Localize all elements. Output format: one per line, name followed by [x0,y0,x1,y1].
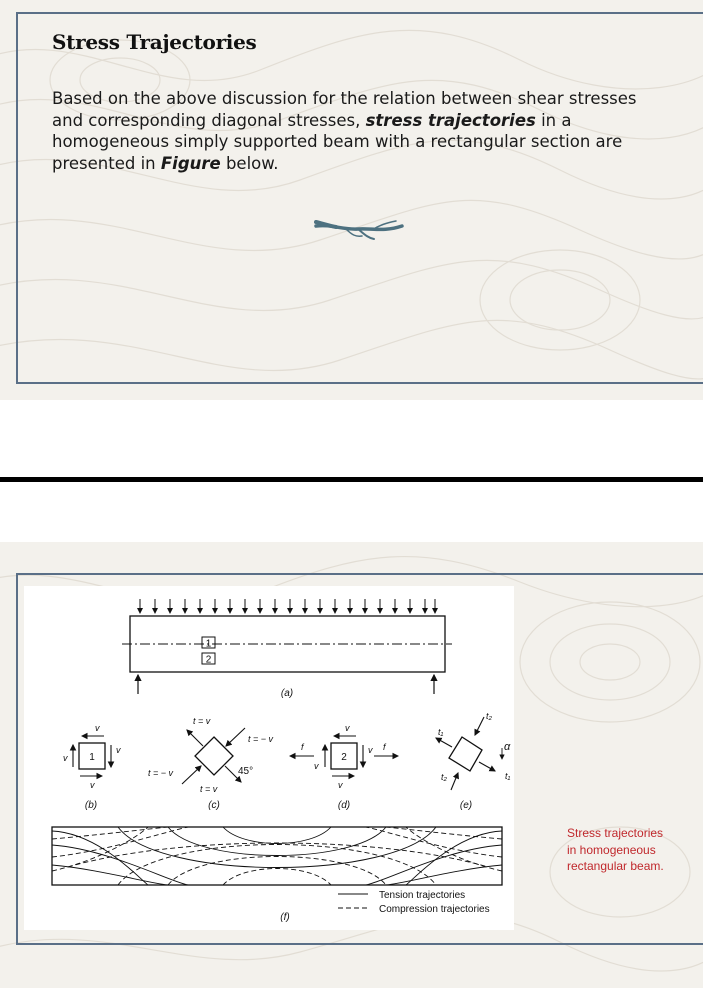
slide-1 [0,0,703,400]
principal-label-e-t2-bottom: t₂ [441,772,447,782]
stress-label-c-top: t = v [193,716,211,726]
label-c: (c) [208,800,220,811]
normal-label-d-left: f [301,742,304,752]
angle-label-e: α [504,741,511,753]
paragraph-text: below. [220,153,279,173]
stress-label-c-right: t = − v [248,734,274,744]
normal-label-d-right: f [383,742,386,752]
element-2-label: 2 [205,654,212,666]
shear-label-d-right: v [368,745,373,755]
label-a: (a) [280,688,294,699]
label-e: (e) [459,800,473,811]
legend-tension: Tension trajectories [379,890,466,901]
body-paragraph [52,88,672,174]
stress-trajectories-figure [38,595,528,930]
stress-label-c-bottom: t = v [200,784,218,794]
shear-label-b-bottom: v [90,780,95,790]
stress-label-c-left: t = − v [148,768,174,778]
label-f: (f) [280,912,290,923]
paragraph-text: Based on the above discussion for the relation between shear stresses and corresponding diagonal stresses, [52,89,637,130]
slide-title: Stress Trajectories [52,30,257,54]
label-b: (b) [84,800,98,811]
distributed-load-arrows [140,599,435,613]
legend-compression: Compression trajectories [379,904,490,915]
element-1-label: 1 [205,638,212,650]
figure-caption: Stress trajectories in homogeneous rectangular beam. [567,826,664,873]
content-frame [16,12,703,384]
shear-label-d-top: v [345,723,350,733]
principal-label-e-t2-top: t₂ [486,711,492,721]
tension-trajectories [52,827,502,885]
paragraph-text: in a homogeneous simply supported beam with a rectangular section are presented in [52,110,623,173]
angle-label-c: 45° [238,766,254,777]
compression-trajectories [52,827,502,885]
shear-label-b-left: v [63,753,68,763]
paragraph-emphasis: stress trajectories [365,110,536,130]
shear-label-b-right: v [116,745,121,755]
shear-label-d-bottom: v [338,780,343,790]
label-d: (d) [337,800,351,811]
shear-label-b-top: v [95,723,100,733]
element-diagram-c [182,728,245,784]
element-1-label-b: 1 [89,752,95,763]
slide-divider [0,477,703,482]
beam-diagram-a [122,599,452,694]
principal-label-e-t1-right: t₁ [505,771,511,781]
branch-ornament-icon [312,212,407,244]
paragraph-emphasis: Figure [160,153,221,173]
shear-label-d-left: v [314,761,319,771]
element-2-label-d: 2 [341,752,347,763]
principal-label-e-t1-left: t₁ [438,727,444,737]
